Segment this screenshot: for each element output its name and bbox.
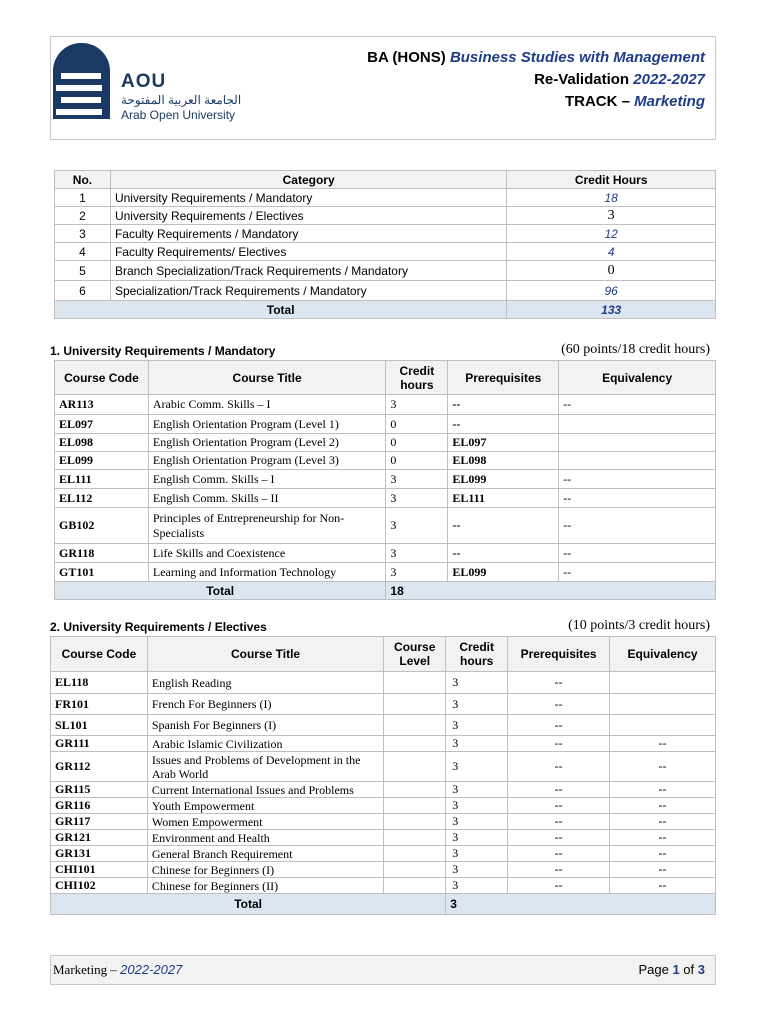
table-row: GR112 Issues and Problems of Development in the Arab World 3 -- -- [51, 752, 716, 782]
table-row: EL111 English Comm. Skills – I 3 EL099 -- [55, 470, 716, 489]
table-row: FR101 French For Beginners (I) 3 -- [51, 694, 716, 715]
table-row: GR121 Environment and Health 3 -- -- [51, 830, 716, 846]
table-row: EL099 English Orientation Program (Level 3) 0 EL098 [55, 452, 716, 470]
section2-title: 2. University Requirements / Electives [50, 620, 267, 634]
table-row: EL118 English Reading 3 -- [51, 672, 716, 694]
section2-total-row: Total 3 [51, 894, 716, 915]
section1-total-row: Total 18 [55, 582, 716, 600]
summary-table [54, 170, 716, 319]
table-row: EL098 English Orientation Program (Level 2) 0 EL097 [55, 434, 716, 452]
header-line-1: BA (HONS) Business Studies with Management [367, 49, 705, 66]
header-line-2: Re-Validation 2022-2027 [534, 71, 705, 88]
table-row: CHI102 Chinese for Beginners (II) 3 -- -- [51, 878, 716, 894]
summary-row: 5 Branch Specialization/Track Requirements / Mandatory 0 [55, 261, 716, 281]
section1-title: 1. University Requirements / Mandatory [50, 344, 276, 358]
aou-logo [53, 43, 263, 123]
aou-logo-mark-icon [53, 43, 110, 119]
summary-row: 2 University Requirements / Electives 3 [55, 207, 716, 225]
table-row: SL101 Spanish For Beginners (I) 3 -- [51, 715, 716, 736]
footer-track: Marketing – 2022-2027 [53, 962, 183, 977]
summary-header-row: No. Category Credit Hours [55, 171, 716, 189]
summary-total-row: Total 133 [55, 301, 716, 319]
table-row: GR131 General Branch Requirement 3 -- -- [51, 846, 716, 862]
program-name: Business Studies with Management [449, 49, 705, 66]
page-footer [50, 955, 716, 985]
summary-row: 3 Faculty Requirements / Mandatory 12 [55, 225, 716, 243]
summary-row: 6 Specialization/Track Requirements / Mandatory 96 [55, 281, 716, 301]
table-row: GR115 Current International Issues and Problems 3 -- -- [51, 782, 716, 798]
logo-abbr: AOU [121, 71, 167, 92]
table-row: EL112 English Comm. Skills – II 3 EL111 -- [55, 489, 716, 508]
university-mandatory-table [54, 360, 716, 600]
table-row: GR117 Women Empowerment 3 -- -- [51, 814, 716, 830]
logo-arabic: الجامعة العربية المفتوحة [121, 93, 242, 107]
document-header [50, 36, 716, 140]
section2-header-row: Course Code Course Title Course Level Credit hours Prerequisites Equivalency [51, 637, 716, 672]
table-row: GT101 Learning and Information Technology 3 EL099 -- [55, 563, 716, 582]
section1-header-row: Course Code Course Title Credit hours Prerequisites Equivalency [55, 361, 716, 395]
header-line-3: TRACK – Marketing [564, 93, 705, 110]
page-number: Page 1 of 3 [638, 962, 705, 977]
table-row: AR113 Arabic Comm. Skills – I 3 -- -- [55, 395, 716, 415]
table-row: GR118 Life Skills and Coexistence 3 -- -- [55, 544, 716, 563]
summary-row: 4 Faculty Requirements/ Electives 4 [55, 243, 716, 261]
table-row: GR111 Arabic Islamic Civilization 3 -- -- [51, 736, 716, 752]
logo-english: Arab Open University [121, 108, 236, 122]
section2-points: (10 points/3 credit hours) [568, 618, 710, 633]
table-row: EL097 English Orientation Program (Level 1) 0 -- [55, 415, 716, 434]
university-electives-table [50, 636, 716, 915]
table-row: GB102 Principles of Entrepreneurship for Non-Specialists 3 -- -- [55, 508, 716, 544]
section1-points: (60 points/18 credit hours) [561, 342, 710, 357]
table-row: CHI101 Chinese for Beginners (I) 3 -- -- [51, 862, 716, 878]
table-row: GR116 Youth Empowerment 3 -- -- [51, 798, 716, 814]
summary-row: 1 University Requirements / Mandatory 18 [55, 189, 716, 207]
